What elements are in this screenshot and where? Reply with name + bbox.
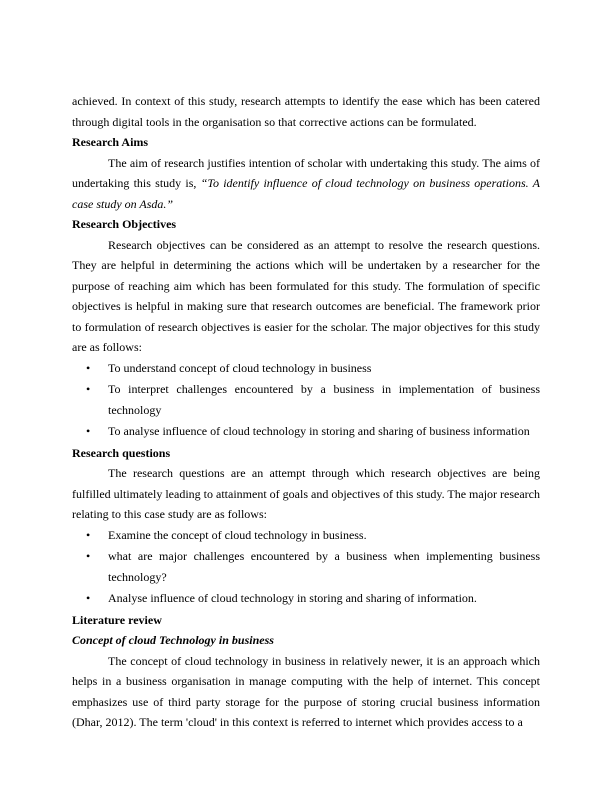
bullet-icon: • bbox=[86, 591, 91, 605]
research-aims-heading: Research Aims bbox=[72, 135, 149, 149]
literature-review-heading: Literature review bbox=[72, 612, 162, 627]
research-objectives-list bbox=[72, 358, 540, 442]
document-page bbox=[72, 91, 540, 733]
list-item: • To analyse influence of cloud technology in storing and sharing of business information bbox=[72, 421, 540, 442]
research-questions-paragraph: The research questions are an attempt through which research objectives are being fulfilled ultimately leading to attainment of goals and objectives of this study. The major research relating to this case study are as follows: bbox=[72, 466, 540, 521]
bullet-icon: • bbox=[86, 424, 91, 438]
research-objectives-heading: Research Objectives bbox=[72, 217, 177, 231]
list-item: • Analyse influence of cloud technology in storing and sharing of information. bbox=[72, 588, 540, 609]
bullet-icon: • bbox=[86, 382, 91, 396]
research-questions-heading: Research questions bbox=[72, 445, 171, 460]
research-questions-list bbox=[72, 525, 540, 609]
bullet-icon: • bbox=[86, 360, 91, 375]
research-aims-text: The aim of research justifies intention of scholar with undertaking this study. The aims of undertaking this study is, bbox=[72, 155, 540, 190]
intro-paragraph: achieved. In context of this study, research attempts to identify the ease which has been catered through digital tools in the organisation so that corrective actions can be formulated. bbox=[72, 94, 540, 129]
literature-review-paragraph: The concept of cloud technology in business in relatively newer, it is an approach which helps in a business organisation in manage computing with the help of internet. This concept emphasizes use of third party storage for the purpose of storing crucial business information (Dhar, 2012). The term 'cloud' in this context is referred to internet which provides access to a bbox=[72, 653, 540, 729]
list-item: • Examine the concept of cloud technology in business. bbox=[72, 525, 540, 546]
research-aim-quote: “To identify influence of cloud technology on business operations. A case study on Asda.” bbox=[72, 176, 540, 211]
list-item: • To understand concept of cloud technology in business bbox=[72, 358, 540, 379]
list-item: • what are major challenges encountered by a business when implementing business technology? bbox=[72, 546, 540, 587]
bullet-icon: • bbox=[86, 527, 91, 542]
research-objectives-paragraph: Research objectives can be considered as an attempt to resolve the research questions. They are helpful in determining the actions which will be undertaken by a researcher for the purpose of reaching aim which has been formulated for this study. The formulation of specific objectives is helpful in making sure that research outcomes are beneficial. The framework prior to formulation of research objectives is easier for the scholar. The major objectives for this study are as follows: bbox=[72, 237, 540, 354]
list-item: • To interpret challenges encountered by a business in implementation of business technology bbox=[72, 379, 540, 420]
literature-review-subheading: Concept of cloud Technology in business bbox=[72, 633, 274, 647]
research-aims-paragraph bbox=[72, 153, 540, 215]
bullet-icon: • bbox=[86, 549, 91, 563]
